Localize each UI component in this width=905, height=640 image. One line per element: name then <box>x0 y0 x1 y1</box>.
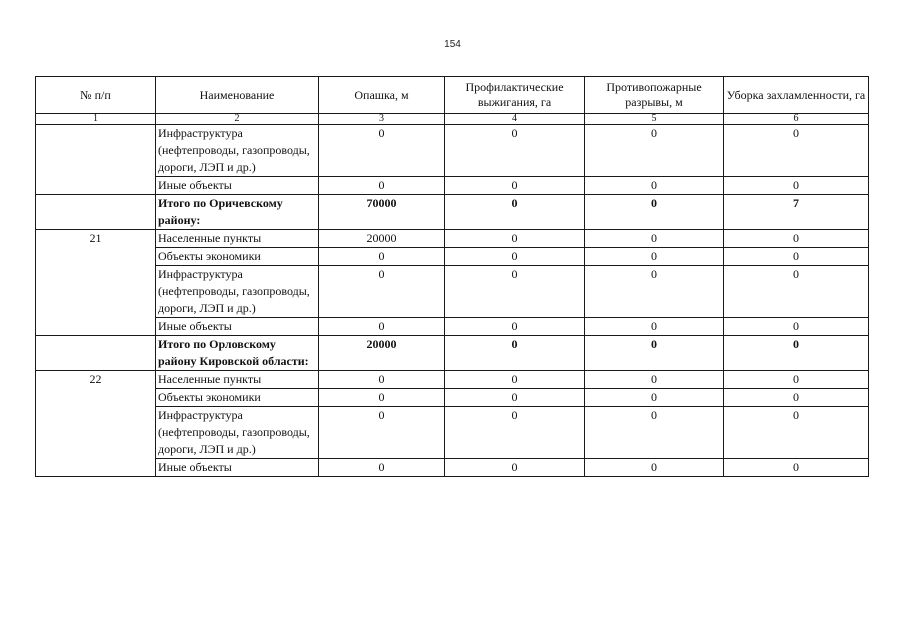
row-number <box>36 125 156 177</box>
value-plowing: 0 <box>319 371 445 389</box>
value-firebreaks: 0 <box>585 230 724 248</box>
row-name: Итого по Оричевскому району: <box>156 195 319 230</box>
value-burning: 0 <box>445 407 585 459</box>
value-plowing: 0 <box>319 266 445 318</box>
header-num: № п/п <box>36 77 156 114</box>
header-row <box>36 77 869 114</box>
table-row <box>36 177 869 195</box>
row-name: Инфраструктура (нефтепроводы, газопроводы, дороги, ЛЭП и др.) <box>156 407 319 459</box>
value-firebreaks: 0 <box>585 177 724 195</box>
data-table <box>35 76 869 477</box>
value-burning: 0 <box>445 389 585 407</box>
value-cleanup: 0 <box>724 230 869 248</box>
row-name: Объекты экономики <box>156 389 319 407</box>
row-name: Объекты экономики <box>156 248 319 266</box>
value-plowing: 20000 <box>319 336 445 371</box>
page-number: 154 <box>444 39 461 50</box>
table-row <box>36 230 869 248</box>
value-cleanup: 7 <box>724 195 869 230</box>
header-name: Наименование <box>156 77 319 114</box>
value-burning: 0 <box>445 195 585 230</box>
row-number <box>36 318 156 336</box>
table-row <box>36 407 869 459</box>
value-plowing: 0 <box>319 407 445 459</box>
column-number: 6 <box>724 114 869 125</box>
value-burning: 0 <box>445 266 585 318</box>
value-firebreaks: 0 <box>585 459 724 477</box>
value-firebreaks: 0 <box>585 389 724 407</box>
row-number <box>36 177 156 195</box>
table-row-total <box>36 195 869 230</box>
value-firebreaks: 0 <box>585 266 724 318</box>
row-number <box>36 248 156 266</box>
value-cleanup: 0 <box>724 125 869 177</box>
value-cleanup: 0 <box>724 248 869 266</box>
value-plowing: 0 <box>319 248 445 266</box>
value-firebreaks: 0 <box>585 371 724 389</box>
column-number: 2 <box>156 114 319 125</box>
value-burning: 0 <box>445 336 585 371</box>
value-burning: 0 <box>445 371 585 389</box>
row-number: 21 <box>36 230 156 248</box>
value-burning: 0 <box>445 177 585 195</box>
table-row-total <box>36 336 869 371</box>
row-name: Иные объекты <box>156 459 319 477</box>
value-burning: 0 <box>445 318 585 336</box>
column-number: 1 <box>36 114 156 125</box>
table-row <box>36 248 869 266</box>
row-name: Инфраструктура (нефтепроводы, газопроводы, дороги, ЛЭП и др.) <box>156 266 319 318</box>
value-firebreaks: 0 <box>585 195 724 230</box>
table-row <box>36 266 869 318</box>
value-firebreaks: 0 <box>585 248 724 266</box>
value-plowing: 20000 <box>319 230 445 248</box>
value-burning: 0 <box>445 230 585 248</box>
row-number: 22 <box>36 371 156 389</box>
value-plowing: 0 <box>319 125 445 177</box>
table-body <box>36 125 869 477</box>
row-number <box>36 407 156 459</box>
column-number: 4 <box>445 114 585 125</box>
row-name: Населенные пункты <box>156 230 319 248</box>
header-cleanup: Уборка захламленности, га <box>724 77 869 114</box>
column-number: 5 <box>585 114 724 125</box>
value-plowing: 0 <box>319 389 445 407</box>
value-cleanup: 0 <box>724 318 869 336</box>
value-cleanup: 0 <box>724 177 869 195</box>
table-row <box>36 371 869 389</box>
row-number <box>36 266 156 318</box>
table-row <box>36 459 869 477</box>
value-plowing: 0 <box>319 459 445 477</box>
column-number: 3 <box>319 114 445 125</box>
value-burning: 0 <box>445 459 585 477</box>
value-plowing: 0 <box>319 318 445 336</box>
table-row <box>36 125 869 177</box>
header-plowing: Опашка, м <box>319 77 445 114</box>
value-firebreaks: 0 <box>585 318 724 336</box>
header-burning: Профилактические выжигания, га <box>445 77 585 114</box>
row-number <box>36 195 156 230</box>
value-cleanup: 0 <box>724 266 869 318</box>
value-cleanup: 0 <box>724 389 869 407</box>
column-number-row <box>36 114 869 125</box>
row-name: Инфраструктура (нефтепроводы, газопроводы, дороги, ЛЭП и др.) <box>156 125 319 177</box>
value-cleanup: 0 <box>724 459 869 477</box>
table-row <box>36 318 869 336</box>
value-cleanup: 0 <box>724 336 869 371</box>
value-firebreaks: 0 <box>585 407 724 459</box>
value-burning: 0 <box>445 248 585 266</box>
row-number <box>36 336 156 371</box>
value-firebreaks: 0 <box>585 336 724 371</box>
row-number <box>36 459 156 477</box>
header-firebreaks: Противопожарные разрывы, м <box>585 77 724 114</box>
row-number <box>36 389 156 407</box>
row-name: Населенные пункты <box>156 371 319 389</box>
value-cleanup: 0 <box>724 371 869 389</box>
value-plowing: 70000 <box>319 195 445 230</box>
row-name: Итого по Орловскому району Кировской области: <box>156 336 319 371</box>
table-row <box>36 389 869 407</box>
row-name: Иные объекты <box>156 318 319 336</box>
value-plowing: 0 <box>319 177 445 195</box>
row-name: Иные объекты <box>156 177 319 195</box>
value-firebreaks: 0 <box>585 125 724 177</box>
value-cleanup: 0 <box>724 407 869 459</box>
value-burning: 0 <box>445 125 585 177</box>
